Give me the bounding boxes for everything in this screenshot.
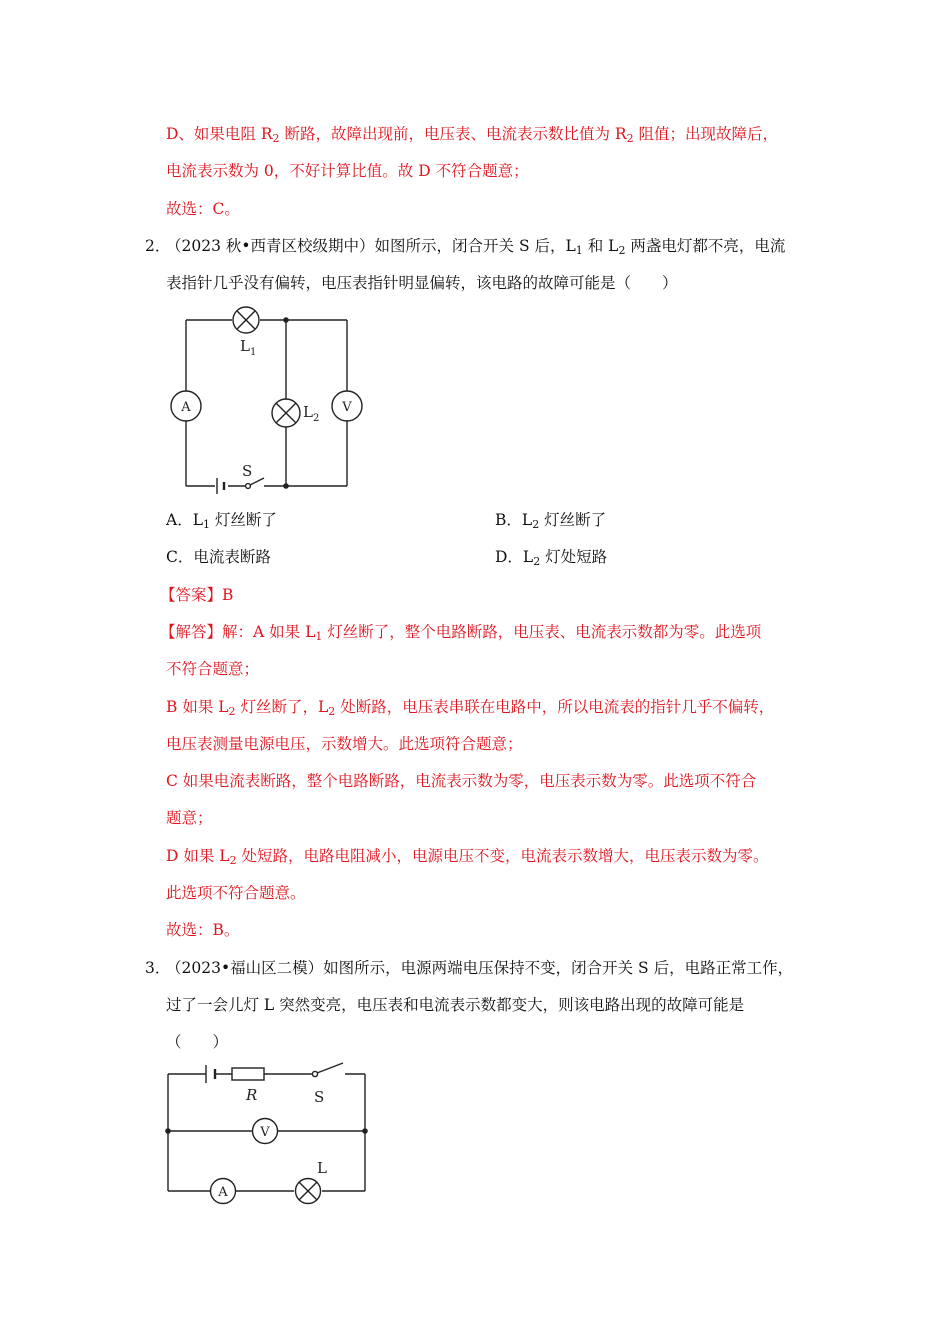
junction-dot bbox=[362, 1128, 368, 1134]
q3-number: 3． bbox=[145, 959, 171, 977]
q2-analysis-c-line1: C 如果电流表断路，整个电路断路，电流表示数为零，电压表示数为零。此选项不符合 bbox=[166, 772, 757, 790]
prev-solution-choice: 故选：C。 bbox=[166, 200, 240, 218]
q2-l2-label: $L_2$ bbox=[303, 403, 320, 424]
q2-stem-line1: （2023 秋•西青区校级期中）如图所示，闭合开关 S 后，$L_1$ 和 $L_2$ 两盏电灯都不亮，电流 bbox=[166, 237, 786, 257]
q2-analysis-c-line2: 题意； bbox=[166, 809, 213, 827]
prev-solution-d-line2: 电流表示数为 0，不好计算比值。故 D 不符合题意； bbox=[166, 162, 529, 180]
q2-analysis-a-line2: 不符合题意； bbox=[166, 660, 260, 678]
q3-voltmeter-label: V bbox=[260, 1125, 270, 1140]
q3-circuit-diagram bbox=[160, 1058, 375, 1208]
junction-dot bbox=[283, 483, 289, 489]
q2-l1-label: $L_1$ bbox=[240, 337, 257, 358]
lamp-l2-icon bbox=[272, 399, 300, 427]
prev-solution-d-line1: D、如果电阻 $R_2$ 断路，故障出现前，电压表、电流表示数比值为 $R_2$ 阻值；出现故障后， bbox=[166, 125, 778, 145]
q3-switch-label: S bbox=[314, 1088, 325, 1106]
q3-stem-line1: （2023•福山区二模）如图所示，电源两端电压保持不变，闭合开关 S 后，电路正常工作， bbox=[166, 959, 794, 977]
junction-dot bbox=[165, 1128, 171, 1134]
resistor-icon bbox=[232, 1068, 264, 1080]
q2-circuit-diagram bbox=[160, 302, 360, 498]
q2-voltmeter-label: V bbox=[342, 400, 352, 415]
q2-analysis-b-line1: B 如果 $L_2$ 灯丝断了，$L_2$ 处断路，电压表串联在电路中，所以电流表的指针几乎不偏转， bbox=[166, 698, 775, 718]
q3-stem-line2: 过了一会儿灯 L 突然变亮，电压表和电流表示数都变大，则该电路出现的故障可能是 bbox=[166, 996, 745, 1014]
q2-answer: 【答案】B bbox=[160, 586, 234, 604]
q2-option-c: C．电流表断路 bbox=[166, 548, 271, 566]
q2-analysis-d-line1: D 如果 $L_2$ 处短路，电路电阻减小，电源电压不变，电流表示数增大，电压表示数为零。 bbox=[166, 847, 769, 867]
q2-option-b: B．$L_2$ 灯丝断了 bbox=[495, 511, 607, 531]
q2-analysis-a-line1: 【解答】解：A 如果 $L_1$ 灯丝断了，整个电路断路，电压表、电流表示数都为零。此选项 bbox=[160, 623, 762, 643]
switch-s-icon bbox=[312, 1063, 343, 1077]
q3-resistor-label: R bbox=[246, 1086, 258, 1104]
junction-dot bbox=[283, 317, 289, 323]
q2-stem-line2: 表指针几乎没有偏转，电压表指针明显偏转，该电路的故障可能是（ ） bbox=[166, 274, 678, 292]
lamp-l-icon bbox=[296, 1179, 321, 1204]
q2-choice: 故选：B。 bbox=[166, 921, 240, 939]
q2-option-a: A．$L_1$ 灯丝断了 bbox=[166, 511, 277, 531]
q2-analysis-d-line2: 此选项不符合题意。 bbox=[166, 884, 306, 902]
lamp-l1-icon bbox=[233, 307, 259, 333]
q2-switch-label: S bbox=[242, 462, 253, 480]
q3-ammeter-label: A bbox=[218, 1185, 228, 1200]
battery-icon bbox=[206, 1065, 215, 1083]
battery-icon bbox=[217, 478, 224, 494]
q2-ammeter-label: A bbox=[181, 400, 191, 415]
q2-option-d: D．$L_2$ 灯处短路 bbox=[495, 548, 608, 568]
q3-stem-line3: （ ） bbox=[166, 1033, 229, 1051]
q2-analysis-b-line2: 电压表测量电源电压，示数增大。此选项符合题意； bbox=[166, 735, 523, 753]
q2-number: 2． bbox=[145, 237, 171, 255]
q3-lamp-label: L bbox=[317, 1159, 327, 1177]
